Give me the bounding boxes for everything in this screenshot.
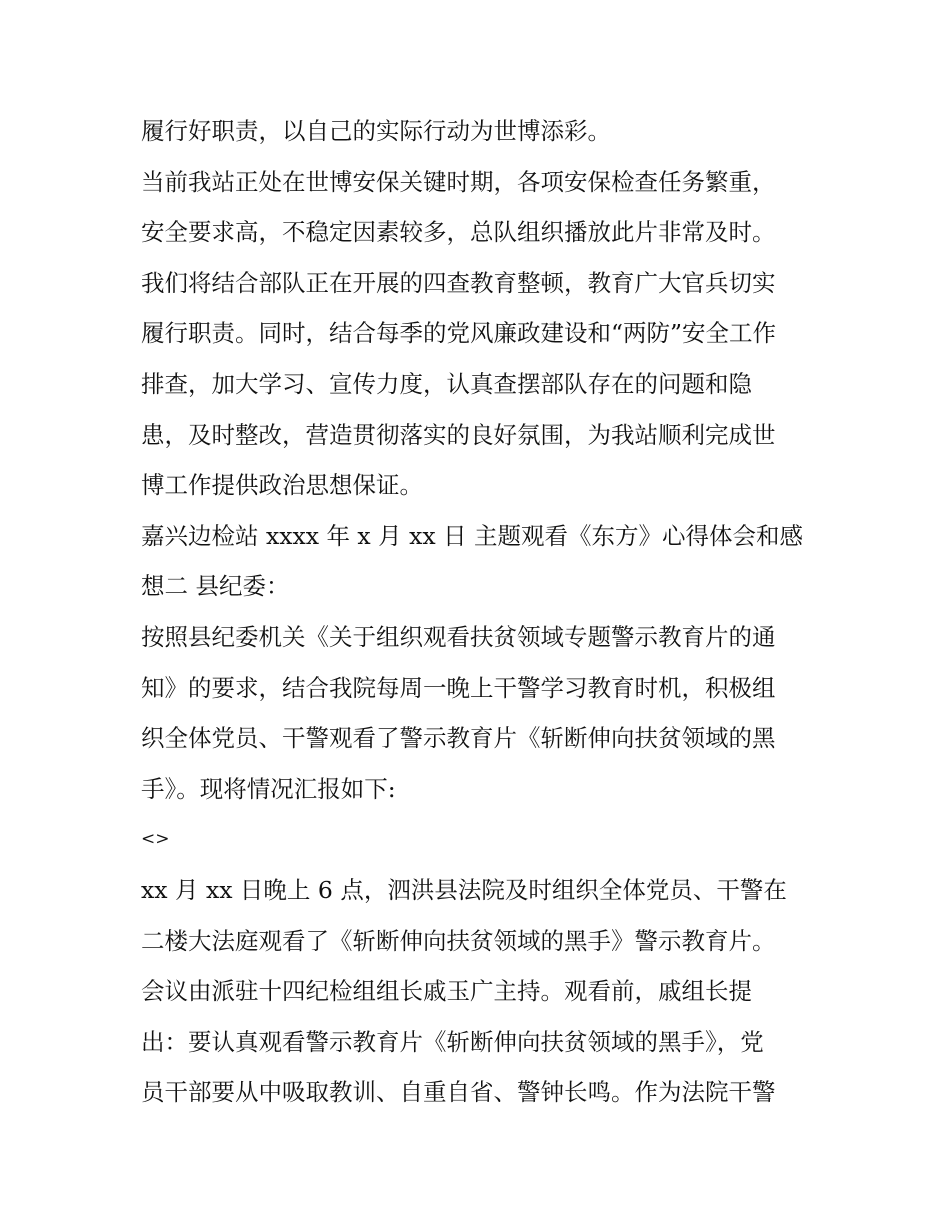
text-line: 当前我站正处在世博安保关键时期，各项安保检查任务繁重， — [141, 167, 776, 196]
text-line: 博工作提供政治思想保证。 — [141, 471, 423, 500]
text-line: xx 月 xx 日晚上 6 点，泗洪县法院及时组织全体党员、干警在 — [141, 875, 787, 904]
text-line: 出：要认真观看警示教育片《斩断伸向扶贫领域的黑手》，党 — [141, 1027, 764, 1056]
text-line: 排查，加大学习、宣传力度，认真查摆部队存在的问题和隐 — [141, 369, 752, 398]
text-line: 履行职责。同时，结合每季的党风廉政建设和“两防”安全工作 — [141, 319, 777, 348]
document-body — [141, 106, 821, 1118]
text-line: 嘉兴边检站 xxxx 年 x 月 xx 日 主题观看《东方》心得体会和感 — [141, 521, 804, 550]
text-line: 安全要求高，不稳定因素较多，总队组织播放此片非常及时。 — [141, 218, 776, 247]
text-line: 二楼大法庭观看了《斩断伸向扶贫领域的黑手》警示教育片。 — [141, 926, 776, 955]
text-line: <> — [141, 829, 170, 850]
text-line: 知》的要求，结合我院每周一晚上干警学习教育时机，积极组 — [141, 673, 776, 702]
text-line: 我们将结合部队正在开展的四查教育整顿，教育广大官兵切实 — [141, 268, 776, 297]
text-line: 想二 县纪委： — [141, 572, 290, 601]
text-line: 会议由派驻十四纪检组组长戚玉广主持。观看前，戚组长提 — [141, 977, 752, 1006]
text-line: 织全体党员、干警观看了警示教育片《斩断伸向扶贫领域的黑 — [141, 724, 776, 753]
text-line: 按照县纪委机关《关于组织观看扶贫领域专题警示教育片的通 — [141, 622, 776, 651]
text-line: 手》。现将情况汇报如下: — [141, 774, 396, 803]
text-line: 患，及时整改，营造贯彻落实的良好氛围，为我站顺利完成世 — [141, 420, 776, 449]
text-line: 履行好职责，以自己的实际行动为世博添彩。 — [141, 117, 611, 145]
text-line: 员干部要从中吸取教训、自重自省、警钟长鸣。作为法院干警 — [141, 1078, 776, 1107]
